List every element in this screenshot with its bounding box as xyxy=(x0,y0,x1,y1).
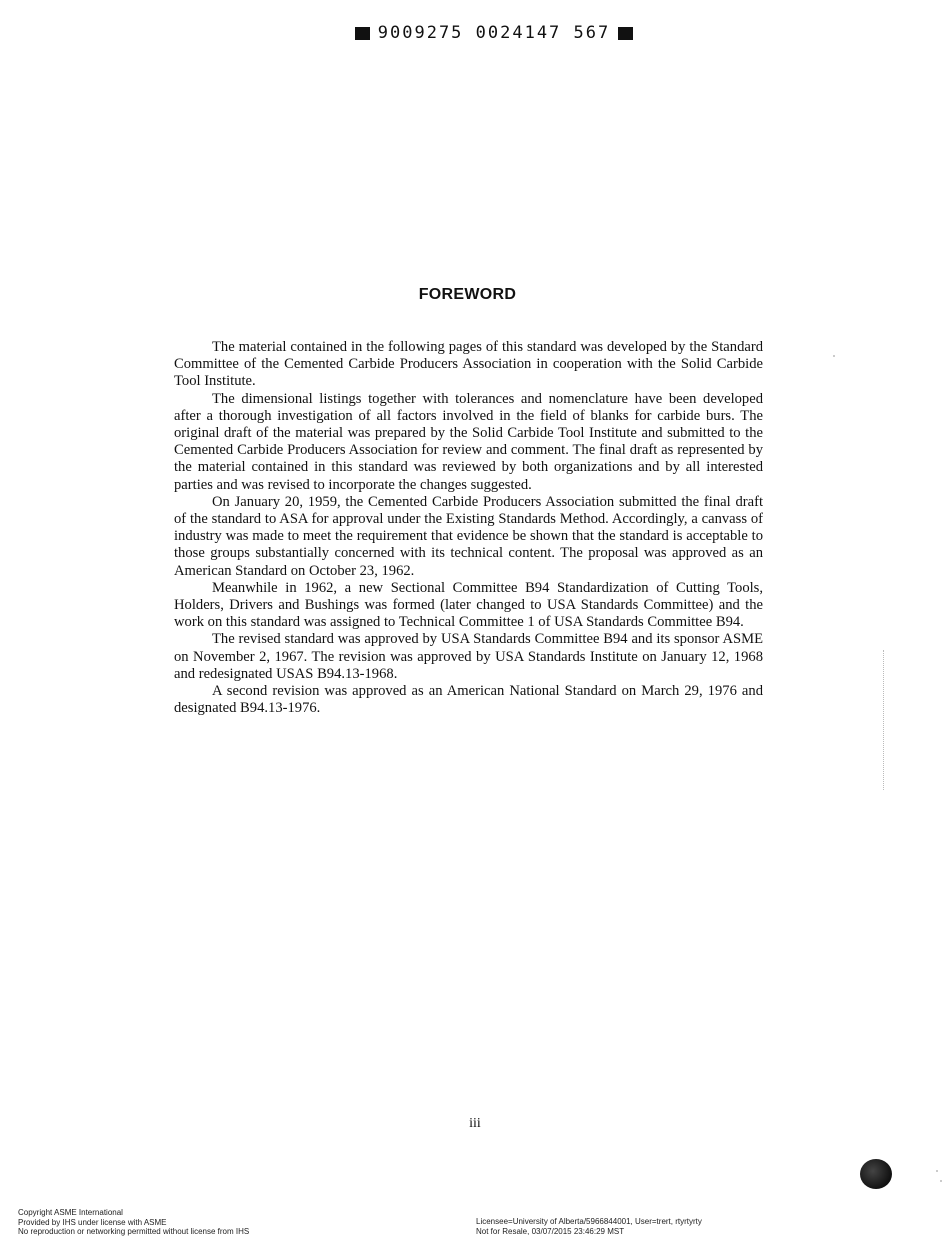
barcode-header xyxy=(355,22,633,44)
paragraph: The material contained in the following pages of this standard was developed by the Standard Committee of the Cemented Carbide Producers Association in cooperation with the Solid Carbide Tool Institute. xyxy=(174,339,763,390)
footer-line: Licensee=University of Alberta/5966844001, User=trert, rtyrtyrty xyxy=(476,1217,702,1226)
scan-speck xyxy=(936,1170,938,1172)
footer-line: Not for Resale, 03/07/2015 23:46:29 MST xyxy=(476,1226,625,1236)
footer-copyright xyxy=(18,1208,249,1237)
footer-line: No reproduction or networking permitted without license from IHS xyxy=(18,1227,250,1236)
paragraph: The revised standard was approved by USA Standards Committee B94 and its sponsor ASME on November 2, 1967. The revision was approved by USA Standards Institute on January 12, 1968 and redesignated USAS B94.13-1968. xyxy=(174,631,763,682)
barcode-left-block xyxy=(355,27,370,40)
barcode-right-block xyxy=(618,27,633,40)
page-number: iii xyxy=(469,1116,481,1131)
paragraph: On January 20, 1959, the Cemented Carbide Producers Association submitted the final draft of the standard to ASA for approval under the Existing Standards Method. Accordingly, a canvass of industry was made to meet the requirement that evidence be shown that the standard is acceptable to those groups substantially concerned with its technical content. The proposal was approved as an American Standard on October 23, 1962. xyxy=(174,493,763,579)
paragraph: The dimensional listings together with tolerances and nomenclature have been developed after a thorough investigation of all factors involved in the field of blanks for carbide burs. The original draft of the material was prepared by the Solid Carbide Tool Institute and submitted to the Cemented Carbide Producers Association for review and comment. The final draft as represented by the material contained in this standard was reviewed by both organizations and by all interested parties and was revised to incorporate the changes suggested. xyxy=(174,390,763,493)
footer-line: Copyright ASME International xyxy=(18,1208,123,1217)
scan-margin-marks xyxy=(883,650,885,790)
barcode-number: 9009275 0024147 567 xyxy=(377,23,611,43)
footer-license xyxy=(476,1217,702,1236)
foreword-body xyxy=(174,339,763,717)
scan-speck xyxy=(833,355,835,357)
footer-line: Provided by IHS under license with ASME xyxy=(18,1217,167,1227)
paragraph: A second revision was approved as an American National Standard on March 29, 1976 and designated B94.13-1976. xyxy=(174,683,763,717)
scan-artifact-blob xyxy=(860,1159,892,1189)
page-title: FOREWORD xyxy=(418,286,517,303)
scan-speck xyxy=(940,1180,942,1182)
paragraph: Meanwhile in 1962, a new Sectional Committee B94 Standardization of Cutting Tools, Holders, Drivers and Bushings was formed (later changed to USA Standards Committee) and the work on this standard was assigned to Technical Committee 1 of USA Standards Committee B94. xyxy=(174,579,763,631)
